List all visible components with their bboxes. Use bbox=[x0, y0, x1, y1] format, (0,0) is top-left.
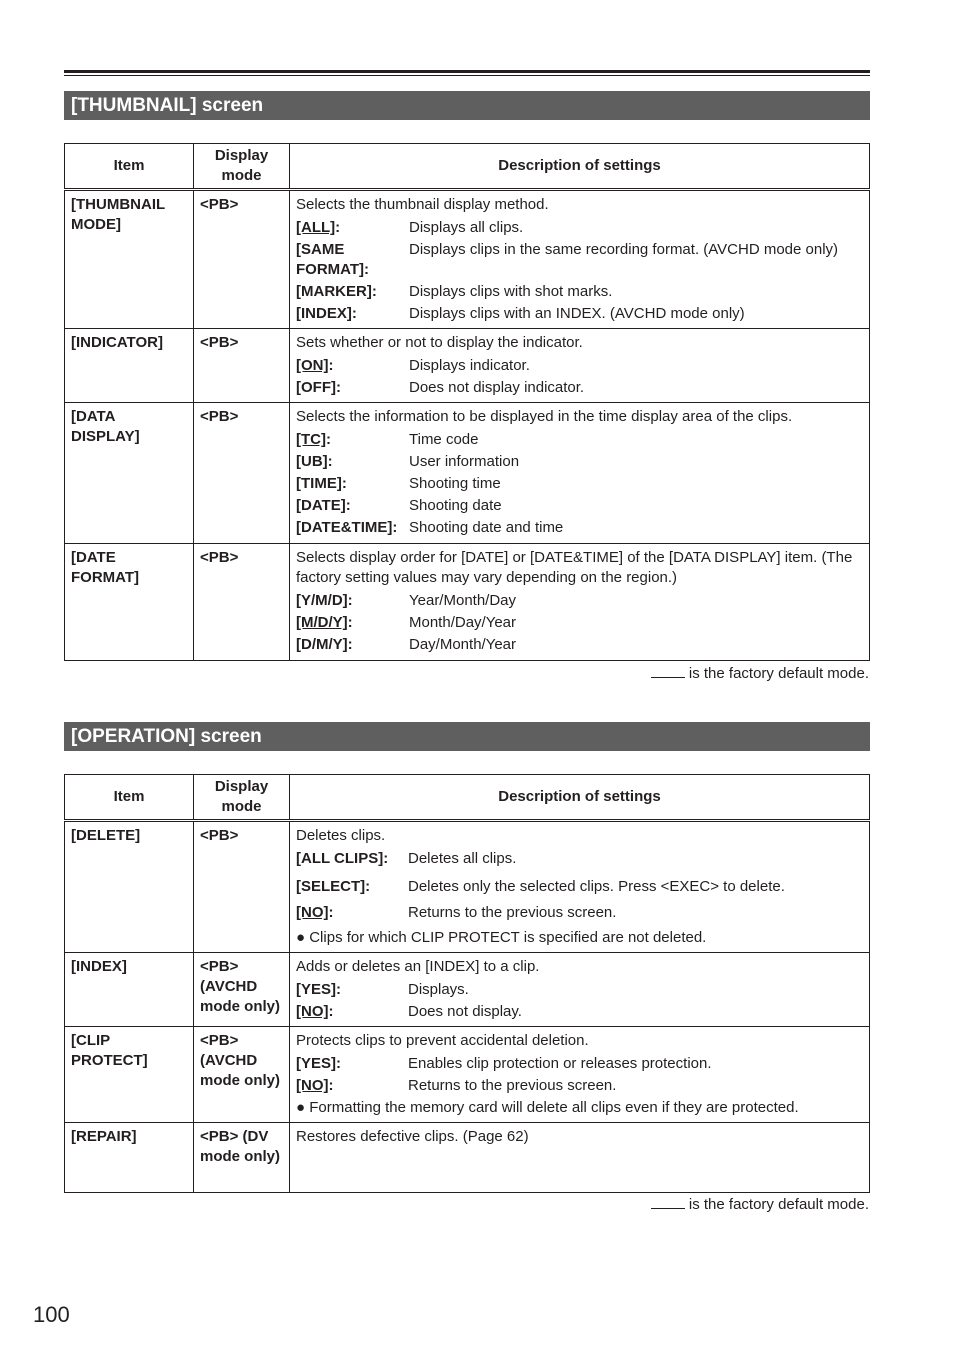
description-intro: Selects display order for [DATE] or [DATE&TIME] of the [DATA DISPLAY] item. (The factory setting values may vary depending on the region.) bbox=[296, 549, 853, 586]
description-intro: Deletes clips. bbox=[296, 827, 386, 844]
option-row bbox=[296, 1054, 863, 1074]
option-value: Displays indicator. bbox=[409, 357, 530, 374]
top-rule-thin bbox=[64, 75, 870, 76]
item-index: [INDEX] bbox=[65, 953, 194, 1027]
table-row bbox=[65, 1027, 870, 1123]
option-value: Returns to the previous screen. bbox=[408, 904, 617, 921]
option-value: Displays. bbox=[408, 981, 469, 998]
option-row bbox=[296, 356, 863, 376]
option-value: Shooting date and time bbox=[409, 519, 564, 536]
option-value: Shooting date bbox=[409, 497, 502, 514]
item-repair: [REPAIR] bbox=[65, 1123, 194, 1193]
display-mode: <PB> (DV mode only) bbox=[194, 1123, 290, 1193]
description-intro: Protects clips to prevent accidental deletion. bbox=[296, 1032, 589, 1049]
option-row bbox=[296, 635, 863, 655]
option-key: [M/D/Y]: bbox=[296, 614, 353, 631]
option-key: [UB]: bbox=[296, 453, 333, 470]
display-mode: <PB> bbox=[194, 403, 290, 544]
option-row bbox=[296, 218, 863, 238]
header-display-mode: Display mode bbox=[194, 144, 290, 190]
operation-section-title: [OPERATION] screen bbox=[64, 722, 870, 751]
description-cell bbox=[290, 544, 870, 661]
option-value: User information bbox=[409, 453, 520, 470]
option-key: [YES]: bbox=[296, 1055, 341, 1072]
page-number: 100 bbox=[33, 1302, 70, 1327]
option-key: [DATE&TIME]: bbox=[296, 519, 398, 536]
header-display-mode: Display mode bbox=[194, 775, 290, 821]
option-value: Displays clips in the same recording format. (AVCHD mode only) bbox=[409, 241, 839, 258]
display-mode: <PB> bbox=[194, 329, 290, 403]
option-key: [NO]: bbox=[296, 1077, 334, 1094]
option-value: Day/Month/Year bbox=[409, 636, 517, 653]
display-mode: <PB> (AVCHD mode only) bbox=[194, 953, 290, 1027]
option-key: [INDEX]: bbox=[296, 305, 357, 322]
thumbnail-settings-table bbox=[64, 143, 870, 661]
option-value: Month/Day/Year bbox=[409, 614, 517, 631]
header-item: Item bbox=[65, 144, 194, 190]
option-key: [D/M/Y]: bbox=[296, 636, 353, 653]
item-data-display: [DATA DISPLAY] bbox=[65, 403, 194, 544]
option-value: Displays clips with shot marks. bbox=[409, 283, 613, 300]
table-row bbox=[65, 190, 870, 329]
option-key: [ALL CLIPS]: bbox=[296, 850, 389, 867]
option-key: [Y/M/D]: bbox=[296, 592, 353, 609]
option-key: [NO]: bbox=[296, 1003, 334, 1020]
description-cell bbox=[290, 1123, 870, 1193]
header-description: Description of settings bbox=[290, 144, 870, 190]
option-value: Year/Month/Day bbox=[409, 592, 517, 609]
description-intro: Selects the thumbnail display method. bbox=[296, 196, 549, 213]
option-row bbox=[296, 430, 863, 450]
option-value: Deletes all clips. bbox=[408, 850, 517, 867]
option-row bbox=[296, 903, 863, 923]
option-value: Enables clip protection or releases protection. bbox=[408, 1055, 712, 1072]
description-cell bbox=[290, 190, 870, 329]
option-row bbox=[296, 849, 863, 869]
option-key: [MARKER]: bbox=[296, 283, 377, 300]
option-row bbox=[296, 591, 863, 611]
description-cell bbox=[290, 403, 870, 544]
note-text: ● Formatting the memory card will delete all clips even if they are protected. bbox=[296, 1099, 799, 1116]
thumbnail-section-title: [THUMBNAIL] screen bbox=[64, 91, 870, 120]
display-mode: <PB> bbox=[194, 544, 290, 661]
option-key: [YES]: bbox=[296, 981, 341, 998]
option-key: [TC]: bbox=[296, 431, 331, 448]
item-indicator: [INDICATOR] bbox=[65, 329, 194, 403]
option-key: [NO]: bbox=[296, 904, 334, 921]
header-item: Item bbox=[65, 775, 194, 821]
option-row bbox=[296, 496, 863, 516]
description-intro: Selects the information to be displayed in the time display area of the clips. bbox=[296, 408, 793, 425]
underline-sample bbox=[651, 665, 685, 678]
item-delete: [DELETE] bbox=[65, 821, 194, 953]
option-value: Deletes only the selected clips. Press <EXEC> to delete. bbox=[408, 878, 785, 895]
option-value: Time code bbox=[409, 431, 479, 448]
operation-settings-table bbox=[64, 774, 870, 1193]
option-key: [SELECT]: bbox=[296, 878, 371, 895]
factory-default-legend: is the factory default mode. bbox=[651, 665, 869, 682]
description-intro: Restores defective clips. (Page 62) bbox=[296, 1128, 529, 1145]
table-row bbox=[65, 329, 870, 403]
description-intro: Adds or deletes an [INDEX] to a clip. bbox=[296, 958, 540, 975]
display-mode: <PB> (AVCHD mode only) bbox=[194, 1027, 290, 1123]
underline-sample bbox=[651, 1196, 685, 1209]
option-value: Displays clips with an INDEX. (AVCHD mode only) bbox=[409, 305, 745, 322]
header-description: Description of settings bbox=[290, 775, 870, 821]
option-key: [OFF]: bbox=[296, 379, 341, 396]
option-row bbox=[296, 474, 863, 494]
option-value: Shooting time bbox=[409, 475, 501, 492]
item-clip-protect: [CLIP PROTECT] bbox=[65, 1027, 194, 1123]
option-key: [SAME FORMAT]: bbox=[296, 241, 370, 278]
table-row bbox=[65, 403, 870, 544]
top-rule bbox=[64, 70, 870, 73]
display-mode: <PB> bbox=[194, 190, 290, 329]
item-thumbnail-mode: [THUMBNAIL MODE] bbox=[65, 190, 194, 329]
option-row bbox=[296, 452, 863, 472]
table-row bbox=[65, 821, 870, 953]
description-cell bbox=[290, 821, 870, 953]
description-cell bbox=[290, 1027, 870, 1123]
option-row bbox=[296, 518, 863, 538]
option-row bbox=[296, 282, 863, 302]
option-value: Does not display indicator. bbox=[409, 379, 585, 396]
option-row bbox=[296, 1076, 863, 1096]
option-value: Returns to the previous screen. bbox=[408, 1077, 617, 1094]
option-row bbox=[296, 1002, 863, 1022]
item-date-format: [DATE FORMAT] bbox=[65, 544, 194, 661]
option-value: Does not display. bbox=[408, 1003, 522, 1020]
description-cell bbox=[290, 329, 870, 403]
note-text: ● Clips for which CLIP PROTECT is specified are not deleted. bbox=[296, 929, 707, 946]
option-row bbox=[296, 304, 863, 324]
display-mode: <PB> bbox=[194, 821, 290, 953]
option-value: Displays all clips. bbox=[409, 219, 524, 236]
option-row bbox=[296, 980, 863, 1000]
table-row bbox=[65, 1123, 870, 1193]
option-row bbox=[296, 378, 863, 398]
factory-default-legend: is the factory default mode. bbox=[651, 1196, 869, 1213]
table-row bbox=[65, 544, 870, 661]
option-row bbox=[296, 613, 863, 633]
table-row bbox=[65, 953, 870, 1027]
option-key: [TIME]: bbox=[296, 475, 347, 492]
description-intro: Sets whether or not to display the indicator. bbox=[296, 334, 583, 351]
option-key: [ON]: bbox=[296, 357, 334, 374]
option-row bbox=[296, 240, 863, 280]
description-cell bbox=[290, 953, 870, 1027]
option-key: [ALL]: bbox=[296, 219, 341, 236]
option-key: [DATE]: bbox=[296, 497, 351, 514]
option-row bbox=[296, 877, 863, 897]
